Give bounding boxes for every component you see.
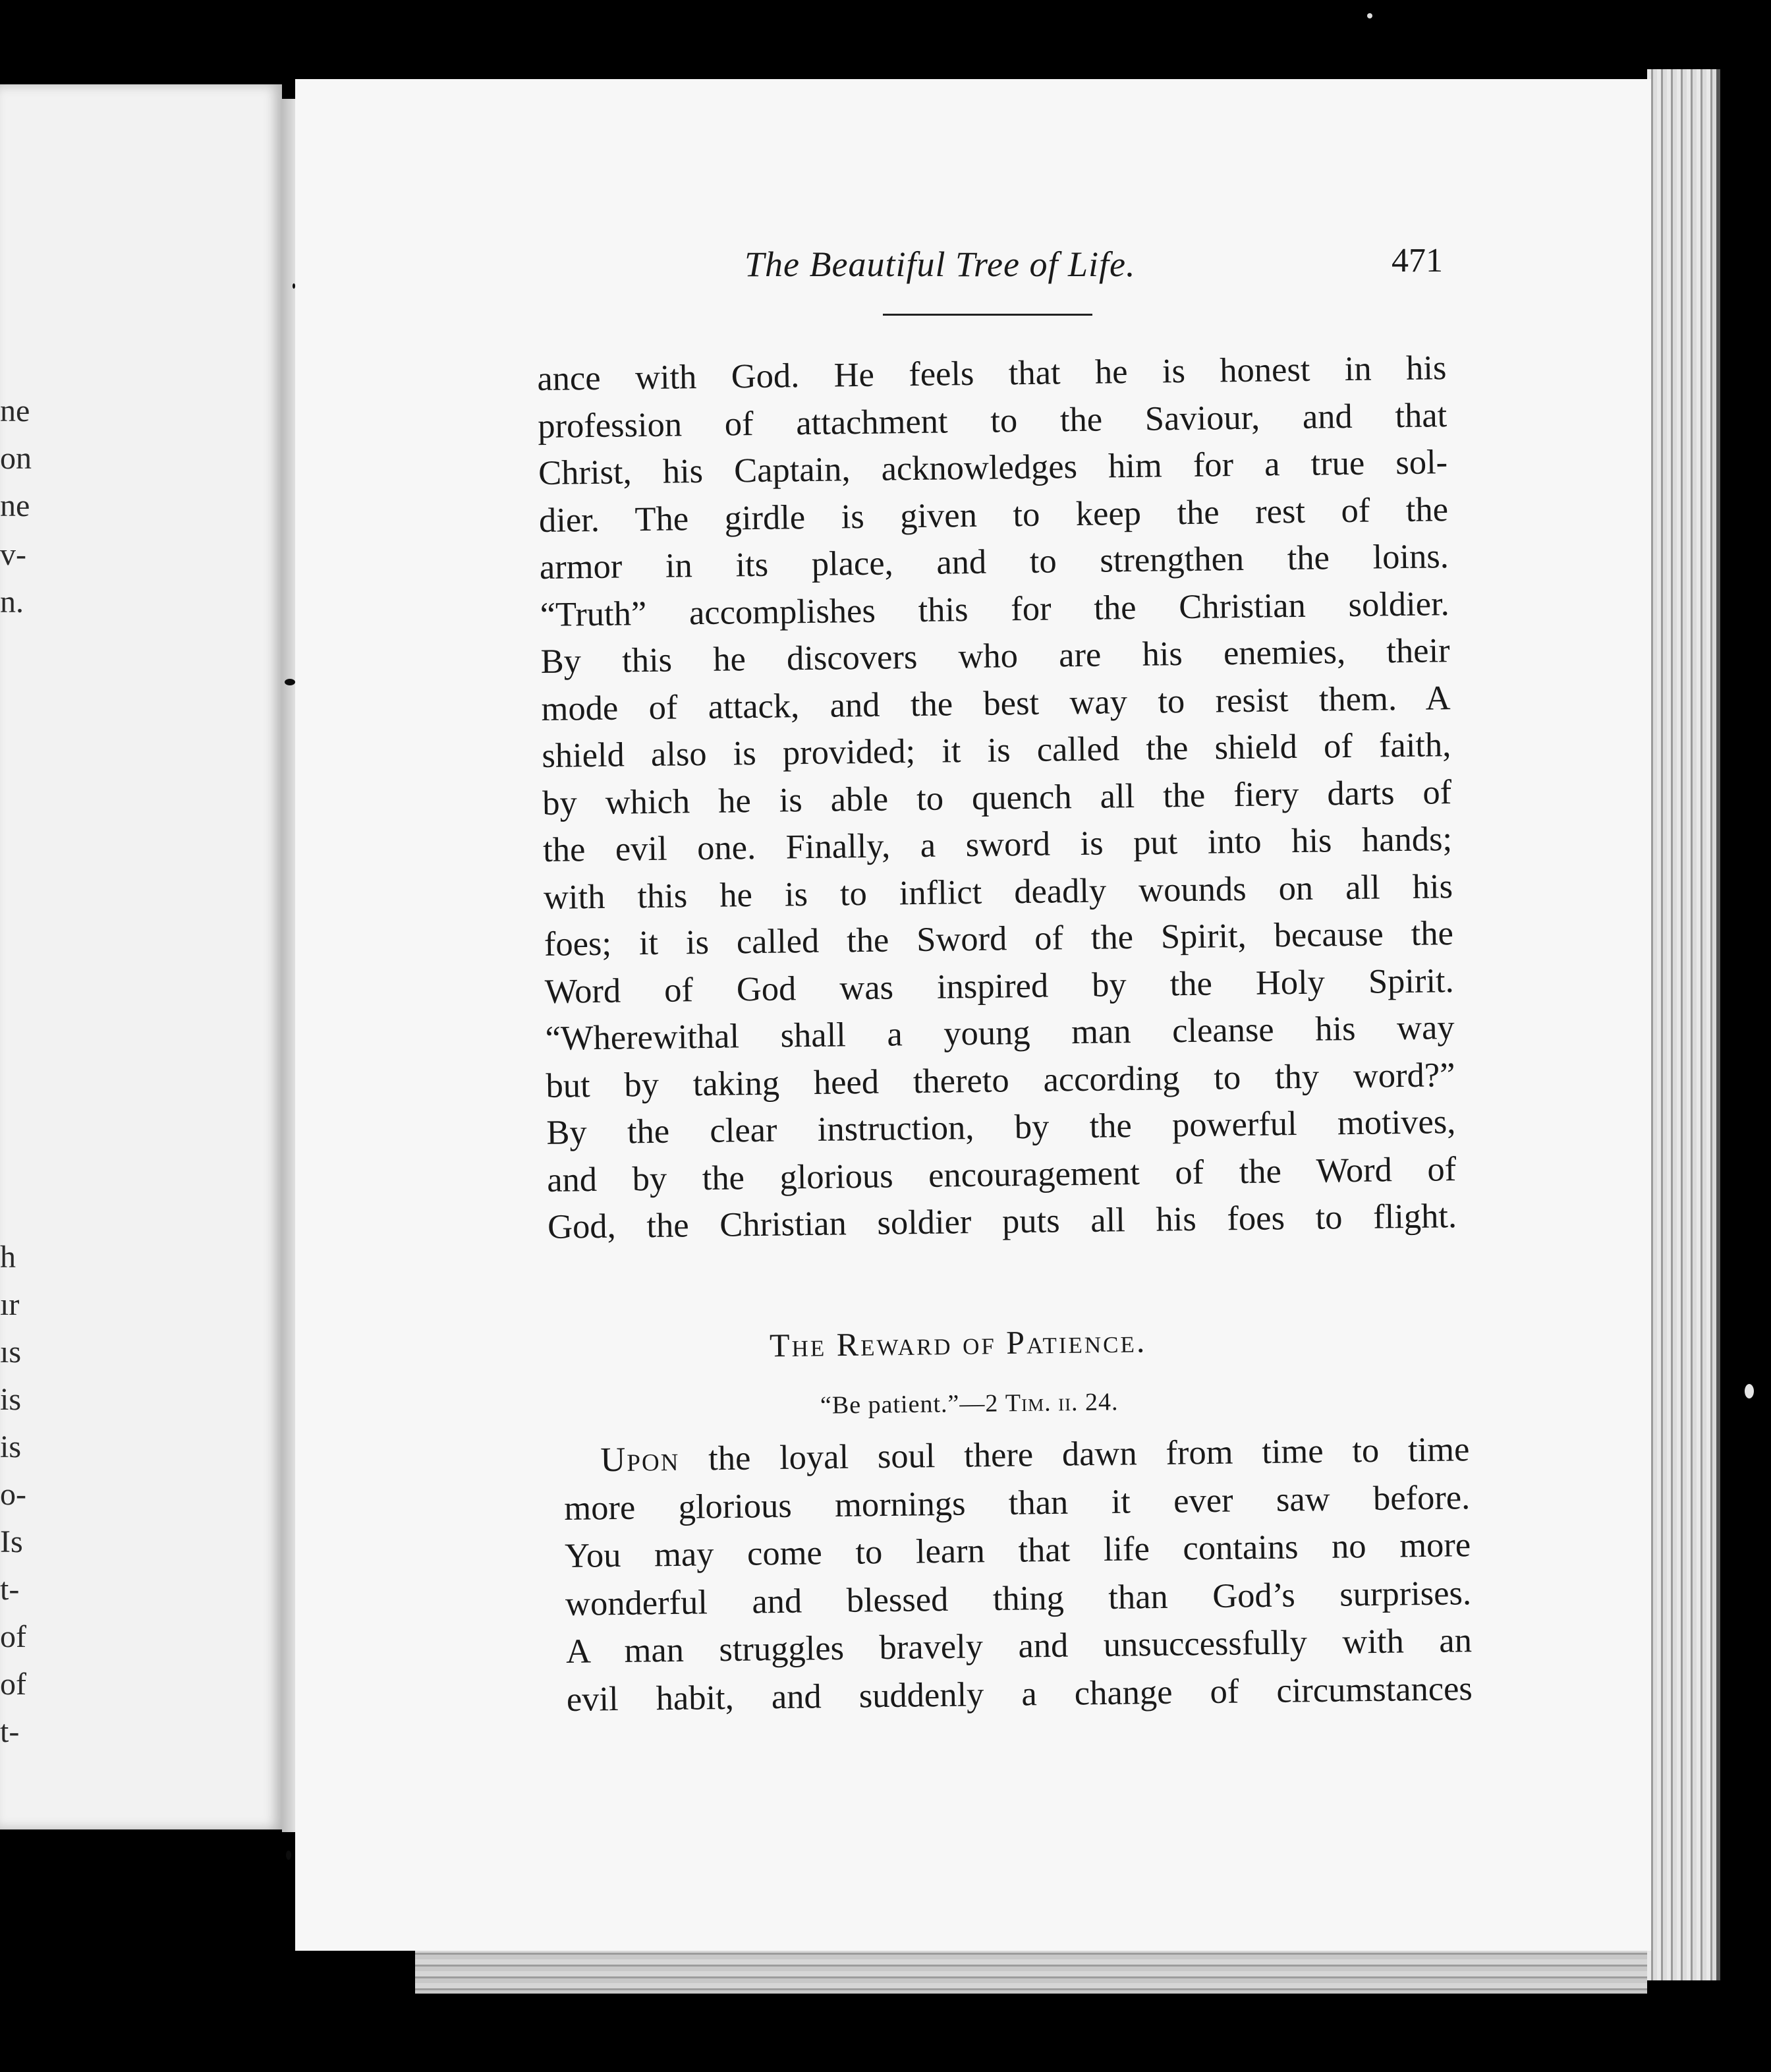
epigraph [820, 1387, 1119, 1420]
page-bottom-edges [415, 1947, 1647, 1994]
text-line: and by the glorious encouragement of the Word of [546, 1149, 1457, 1199]
text-line: with this he is to inflict deadly wounds on all his [543, 867, 1453, 917]
edge-fragment: is [0, 1382, 22, 1417]
text-line: “Wherewithal shall a young man cleanse his way [545, 1008, 1455, 1058]
text-line: shield also is provided; it is called the shield of faith, [542, 726, 1451, 775]
text-line: Christ, his Captain, acknowledges him for a true sol- [538, 443, 1448, 492]
text-line: but by taking heed thereto according to thy word?” [546, 1055, 1455, 1105]
text-line: wonderful and blessed thing than God’s surprises. [565, 1573, 1472, 1623]
text-line: armor in its place, and to strengthen the loins. [539, 537, 1449, 587]
edge-fragment: of [0, 1667, 26, 1702]
text-line: By this he discovers who are his enemies, their [540, 631, 1450, 681]
running-head [745, 244, 1443, 290]
text-line: the evil one. Finally, a sword is put into his hands; [542, 820, 1453, 869]
text-line: ance with God. He feels that he is honest in his [537, 349, 1447, 398]
edge-fragment: Is [0, 1524, 23, 1559]
text-line: more glorious mornings than it ever saw before. [563, 1478, 1471, 1528]
section-paragraph [563, 1425, 1473, 1723]
text-line: Word of God was inspired by the Holy Spirit. [544, 961, 1455, 1011]
text-line: evil habit, and suddenly a change of circumstances [566, 1669, 1473, 1719]
page-edges [1647, 69, 1720, 1980]
edge-fragment: ne [0, 488, 30, 523]
edge-fragment: ır [0, 1287, 20, 1322]
header-rule [883, 314, 1092, 316]
first-line-rest: the loyal soul there dawn from time to time [679, 1430, 1470, 1478]
text-line: by which he is able to quench all the fiery darts of [542, 772, 1452, 822]
left-page-edge-text [0, 84, 282, 1829]
edge-fragment: v- [0, 537, 26, 572]
drop-caps-word: Upon [600, 1439, 680, 1480]
left-page [0, 84, 282, 1829]
text-line: foes; it is called the Sword of the Spirit, because the [544, 914, 1454, 964]
text-line: profession of attachment to the Saviour, and that [537, 395, 1448, 446]
body-paragraph [537, 345, 1457, 1251]
epigraph-reference: Tim. ii. 24. [1005, 1388, 1119, 1418]
text-line: You may come to learn that life contains no more [564, 1526, 1471, 1575]
edge-fragment: ıs [0, 1335, 22, 1369]
text-line: A man struggles bravely and unsuccessfully with an [565, 1621, 1473, 1671]
text-line: By the clear instruction, by the powerful motives, [546, 1103, 1456, 1152]
edge-fragment: n. [0, 585, 24, 619]
text-line: mode of attack, and the best way to resist them. A [541, 678, 1451, 728]
running-title: The Beautiful Tree of Life. [745, 245, 1136, 284]
section-title: The Reward of Patience. [769, 1322, 1147, 1364]
edge-fragment: of [0, 1619, 26, 1654]
epigraph-quote: “Be patient.”—2 [820, 1389, 1006, 1420]
edge-fragment: is [0, 1429, 22, 1464]
page-number: 471 [1392, 242, 1443, 279]
edge-fragment: t- [0, 1572, 20, 1607]
edge-fragment: h [0, 1240, 16, 1275]
text-line: dier. The girdle is given to keep the rest of the [538, 490, 1449, 540]
edge-fragment: ne [0, 393, 30, 428]
text-line: “Truth” accomplishes this for the Christian soldier. [540, 584, 1450, 634]
edge-fragment: t- [0, 1714, 20, 1749]
edge-fragment: on [0, 441, 32, 476]
edge-fragment: o- [0, 1477, 26, 1512]
text-line: God, the Christian soldier puts all his foes to flight. [547, 1197, 1457, 1246]
